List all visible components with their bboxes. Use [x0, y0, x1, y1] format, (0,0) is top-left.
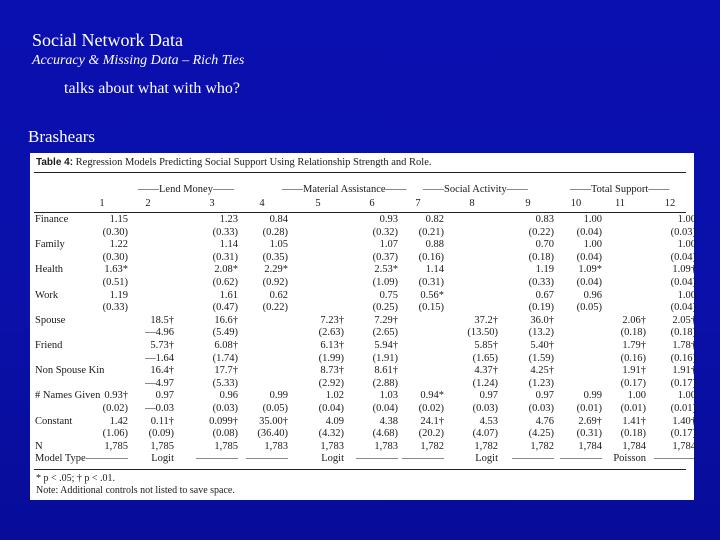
table-cell: (4.68)	[372, 428, 398, 440]
table-cell: 1.07	[379, 239, 398, 251]
group-header-material-assistance: ——Material Assistance——	[282, 184, 407, 195]
table-cell: 2.06†	[622, 314, 646, 326]
slide-subtitle: Accuracy & Missing Data – Rich Ties	[32, 53, 245, 68]
table-cell: (0.18)	[620, 327, 646, 339]
table-cell: (0.03)	[472, 403, 498, 414]
row-label: Work	[35, 289, 59, 301]
table-cell: ————	[402, 453, 444, 465]
table-cell: ————	[512, 453, 554, 465]
row-label: Family	[35, 239, 65, 251]
table-cell: ————	[86, 453, 128, 465]
table-cell: (0.47)	[212, 302, 238, 314]
table-cell: 0.75	[379, 289, 398, 301]
table-cell: 1.42	[109, 415, 128, 427]
table-cell: 1.09†	[672, 264, 696, 276]
table-cell: 1.15	[109, 214, 128, 225]
table-cell: (1.91)	[372, 352, 398, 364]
table-cell: ————	[246, 453, 288, 465]
table-caption	[36, 157, 431, 168]
table-cell: 4.25†	[530, 365, 554, 377]
row-label: Spouse	[35, 314, 66, 326]
table-cell: 1,784	[578, 440, 602, 452]
table-cell: (0.08)	[212, 428, 238, 440]
table-cell: 1,783	[374, 440, 398, 452]
table-cell: 0.94*	[420, 390, 444, 402]
table-cell: (0.28)	[262, 226, 288, 238]
table-cell: (0.17)	[620, 377, 646, 389]
table-cell: 0.97	[535, 390, 554, 402]
table-row	[30, 277, 694, 290]
table-cell: 5.94†	[374, 340, 398, 351]
table-cell: (0.21)	[418, 226, 444, 238]
table-cell: 4.76	[535, 415, 554, 427]
table-cell: 4.53	[479, 415, 498, 427]
table-cell: Poisson	[613, 453, 646, 465]
table-cell: 7.29†	[374, 314, 398, 326]
table-cell: (0.05)	[262, 403, 288, 414]
row-label: Health	[35, 264, 63, 276]
table-cell: 35.00†	[259, 415, 288, 427]
table-cell: 0.99	[269, 390, 288, 402]
table-cell: 0.70	[535, 239, 554, 251]
table-cell: (0.15)	[418, 302, 444, 314]
column-number: 4	[259, 198, 265, 209]
table-cell: (1.59)	[528, 352, 554, 364]
table-cell: 1.00	[583, 214, 602, 225]
column-number: 8	[469, 198, 475, 209]
slide-title: Social Network Data	[32, 30, 183, 50]
table-cell: (0.30)	[102, 226, 128, 238]
table-cell: —4.97	[145, 377, 174, 389]
table-cell: 1,785	[104, 440, 128, 452]
group-header-lend-money: ——Lend Money——	[138, 184, 234, 195]
table-cell: 2.05†	[672, 314, 696, 326]
row-label: Constant	[35, 415, 73, 427]
table-cell: (0.04)	[372, 403, 398, 414]
table-cell: (2.88)	[372, 377, 398, 389]
table-row	[30, 315, 694, 328]
table-cell: 4.09	[325, 415, 344, 427]
table-cell: 0.62	[269, 289, 288, 301]
table-cell: (0.05)	[576, 302, 602, 314]
table-cell: (2.63)	[318, 327, 344, 339]
table-row	[30, 214, 694, 227]
table-cell: (2.92)	[318, 377, 344, 389]
table-cell: 1.00	[627, 390, 646, 402]
table-cell: 1.02	[325, 390, 344, 402]
table-cell: (5.33)	[212, 377, 238, 389]
table-cell: (0.30)	[102, 251, 128, 263]
table-cell: (0.01)	[576, 403, 602, 414]
table-cell: (13.50)	[467, 327, 498, 339]
table-cell: 1.91†	[672, 365, 696, 377]
table-cell: (0.19)	[528, 302, 554, 314]
table-cell: Logit	[475, 453, 498, 465]
table-cell: 1.14	[219, 239, 238, 251]
table-cell: (0.31)	[212, 251, 238, 263]
table-cell: 1,782	[474, 440, 498, 452]
table-cell: 1.63*	[104, 264, 128, 276]
table-cell: (0.01)	[670, 403, 696, 414]
table-cell: (0.16)	[418, 251, 444, 263]
table-bottom-rule	[34, 469, 686, 470]
table-cell: 1,784	[672, 440, 696, 452]
table-cell: 0.93	[379, 214, 398, 225]
table-cell: 24.1†	[420, 415, 444, 427]
significance-note: * p < .05; † p < .01.	[36, 473, 116, 484]
table-cell: 0.11†	[150, 415, 174, 427]
table-cell: 1.79†	[622, 340, 646, 351]
column-number: 12	[664, 198, 676, 209]
table-cell: 37.2†	[474, 314, 498, 326]
table-cell: 2.53*	[374, 264, 398, 276]
table-cell: 0.93†	[104, 390, 128, 402]
table-cell: (0.09)	[148, 428, 174, 440]
table-cell: 0.82	[425, 214, 444, 225]
table-cell: ————	[654, 453, 696, 465]
table-cell: (0.33)	[212, 226, 238, 238]
table-cell: (0.51)	[102, 277, 128, 288]
table-caption-label: Table 4:	[36, 157, 74, 168]
table-cell: (0.02)	[102, 403, 128, 414]
table-cell: 5.40†	[530, 340, 554, 351]
table-cell: (20.2)	[418, 428, 444, 440]
table-cell: 16.4†	[150, 365, 174, 377]
table-cell: (1.74)	[212, 352, 238, 364]
table-cell: (0.04)	[576, 251, 602, 263]
table-cell: (0.03)	[212, 403, 238, 414]
table-cell: (4.32)	[318, 428, 344, 440]
table-cell: (0.33)	[528, 277, 554, 288]
table-row	[30, 428, 694, 441]
controls-note: Note: Additional controls not listed to save space.	[36, 485, 235, 496]
table-cell: (0.62)	[212, 277, 238, 288]
table-cell: 1.23	[219, 214, 238, 225]
table-cell: 1,784	[622, 440, 646, 452]
table-row	[30, 327, 694, 340]
row-label: Friend	[35, 340, 63, 351]
table-cell: 0.56*	[420, 289, 444, 301]
table-row	[30, 365, 694, 378]
table-cell: 5.73†	[150, 340, 174, 351]
table-cell: (0.18)	[670, 327, 696, 339]
table-cell: (0.92)	[262, 277, 288, 288]
table-cell: 5.85†	[474, 340, 498, 351]
table-cell: 1,782	[420, 440, 444, 452]
row-label: Finance	[35, 214, 69, 225]
table-cell: 0.67	[535, 289, 554, 301]
table-cell: (0.18)	[528, 251, 554, 263]
table-row	[30, 416, 694, 429]
table-cell: 1.05	[269, 239, 288, 251]
table-cell: 0.83	[535, 214, 554, 225]
table-cell: 4.38	[379, 415, 398, 427]
table-cell: (0.22)	[528, 226, 554, 238]
table-cell: 2.08*	[214, 264, 238, 276]
table-cell: (13.2)	[528, 327, 554, 339]
table-row	[30, 227, 694, 240]
table-cell: 1,782	[530, 440, 554, 452]
table-cell: 0.96	[583, 289, 602, 301]
table-top-rule	[34, 172, 686, 173]
slide-topic: talks about what with who?	[64, 80, 240, 97]
table-cell: (0.17)	[670, 428, 696, 440]
table-cell: (0.37)	[372, 251, 398, 263]
table-row	[30, 378, 694, 391]
column-number: 7	[415, 198, 421, 209]
table-cell: (5.49)	[212, 327, 238, 339]
table-cell: Logit	[321, 453, 344, 465]
table-cell: —4.96	[145, 327, 174, 339]
group-header-total-support: ——Total Support——	[570, 184, 670, 195]
table-cell: (0.25)	[372, 302, 398, 314]
table-cell: 1.78†	[672, 340, 696, 351]
table-cell: 18.5†	[150, 314, 174, 326]
row-label: N	[35, 440, 43, 452]
table-cell: 1.91†	[622, 365, 646, 377]
table-cell: (1.99)	[318, 352, 344, 364]
table-cell: (0.01)	[620, 403, 646, 414]
table-cell: 1.00	[677, 239, 696, 251]
table-cell: 2.69†	[578, 415, 602, 427]
table-cell: 1.00	[677, 390, 696, 402]
table-cell: (0.18)	[620, 428, 646, 440]
table-cell: (0.04)	[318, 403, 344, 414]
table-cell: 2.29*	[264, 264, 288, 276]
table-cell: 6.13†	[320, 340, 344, 351]
table-cell: 0.099†	[209, 415, 238, 427]
table-cell: 1.40†	[672, 415, 696, 427]
table-row	[30, 453, 694, 466]
column-number: 5	[315, 198, 321, 209]
table-cell: 1.61	[219, 289, 238, 301]
table-cell: 1.19	[109, 289, 128, 301]
column-number: 9	[525, 198, 531, 209]
table-cell: 0.84	[269, 214, 288, 225]
column-number: 3	[209, 198, 215, 209]
table-cell: (0.04)	[576, 226, 602, 238]
table-cell: (1.65)	[472, 352, 498, 364]
table-cell: (4.07)	[472, 428, 498, 440]
table-cell: (0.32)	[372, 226, 398, 238]
table-cell: 0.96	[219, 390, 238, 402]
table-cell: 36.0†	[530, 314, 554, 326]
table-cell: 0.88	[425, 239, 444, 251]
table-cell: 8.61†	[374, 365, 398, 377]
table-cell: (0.03)	[670, 226, 696, 238]
table-cell: 1.22	[109, 239, 128, 251]
column-number: 10	[570, 198, 582, 209]
table-cell: 7.23†	[320, 314, 344, 326]
table-row	[30, 252, 694, 265]
table-cell: 1.19	[535, 264, 554, 276]
table-cell: (36.40)	[257, 428, 288, 440]
table-cell: 1.09*	[578, 264, 602, 276]
table-cell: ————	[560, 453, 602, 465]
table-cell: 1.00	[677, 214, 696, 225]
table-cell: (0.04)	[670, 277, 696, 288]
regression-table	[30, 153, 694, 500]
table-cell: (0.04)	[670, 251, 696, 263]
row-label: # Names Given	[35, 390, 101, 402]
table-cell: —1.64	[145, 352, 174, 364]
column-number: 2	[145, 198, 151, 209]
table-row	[30, 290, 694, 303]
table-cell: (0.04)	[576, 277, 602, 288]
table-cell: (0.31)	[576, 428, 602, 440]
table-cell: 0.97	[479, 390, 498, 402]
group-header-social-activity: ——Social Activity——	[423, 184, 528, 195]
row-label: Non Spouse Kin	[35, 365, 105, 377]
table-cell: 1,785	[150, 440, 174, 452]
table-cell: ————	[196, 453, 238, 465]
table-cell: 8.73†	[320, 365, 344, 377]
table-cell: (2.65)	[372, 327, 398, 339]
table-cell: (1.24)	[472, 377, 498, 389]
table-cell: 1.03	[379, 390, 398, 402]
table-row	[30, 302, 694, 315]
table-cell: (1.23)	[528, 377, 554, 389]
table-cell: 1,783	[320, 440, 344, 452]
column-number: 11	[614, 198, 626, 209]
table-cell: (0.22)	[262, 302, 288, 314]
table-cell: ————	[356, 453, 398, 465]
table-cell: (0.33)	[102, 302, 128, 314]
table-cell: 1.00	[677, 289, 696, 301]
table-cell: (0.04)	[670, 302, 696, 314]
table-row	[30, 403, 694, 416]
table-cell: 4.37†	[474, 365, 498, 377]
table-cell: Logit	[151, 453, 174, 465]
table-cell: 16.6†	[214, 314, 238, 326]
table-header-rule	[34, 212, 686, 213]
table-caption-text: Regression Models Predicting Social Support Using Relationship Strength and Role.	[75, 157, 432, 168]
table-row	[30, 340, 694, 353]
table-cell: (4.25)	[528, 428, 554, 440]
table-row	[30, 264, 694, 277]
table-cell: (0.31)	[418, 277, 444, 288]
author-name: Brashears	[28, 127, 96, 146]
table-cell: (0.17)	[670, 377, 696, 389]
table-cell: —0.03	[145, 403, 174, 414]
table-cell: (0.16)	[670, 352, 696, 364]
table-row	[30, 441, 694, 454]
table-cell: 1.41†	[622, 415, 646, 427]
table-cell: 0.99	[583, 390, 602, 402]
table-row	[30, 239, 694, 252]
row-label: Model Type	[35, 453, 86, 465]
table-cell: (0.02)	[418, 403, 444, 414]
table-cell: 17.7†	[214, 365, 238, 377]
table-cell: (1.09)	[372, 277, 398, 288]
table-cell: (0.03)	[528, 403, 554, 414]
table-cell: (0.16)	[620, 352, 646, 364]
table-cell: 1.14	[425, 264, 444, 276]
table-cell: 6.08†	[214, 340, 238, 351]
table-cell: 1.00	[583, 239, 602, 251]
table-cell: (0.35)	[262, 251, 288, 263]
table-cell: (1.06)	[102, 428, 128, 440]
table-cell: 1,785	[214, 440, 238, 452]
table-row	[30, 390, 694, 403]
column-number: 1	[99, 198, 105, 209]
table-cell: 1,783	[264, 440, 288, 452]
column-number: 6	[369, 198, 375, 209]
table-cell: 0.97	[155, 390, 174, 402]
table-row	[30, 353, 694, 366]
